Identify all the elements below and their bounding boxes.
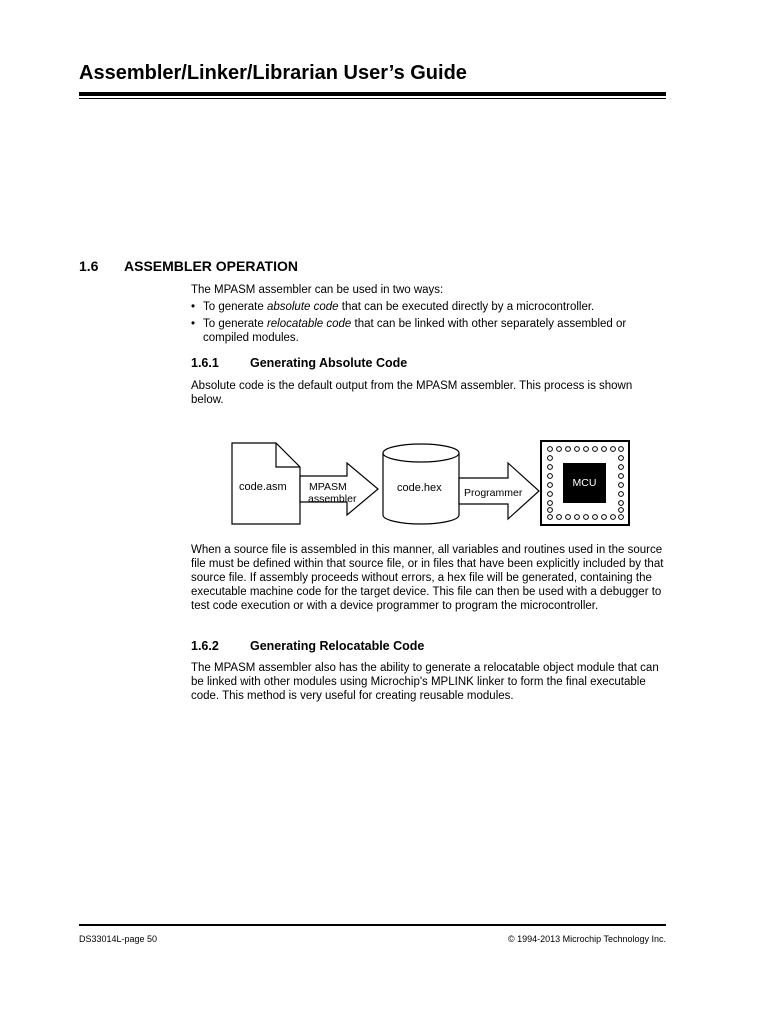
- section-title: ASSEMBLER OPERATION: [124, 258, 298, 274]
- intro-paragraph: The MPASM assembler can be used in two ways:: [191, 284, 444, 296]
- subsection-2-number: 1.6.2: [191, 639, 219, 653]
- bullet-symbol: •: [191, 318, 196, 330]
- bullet-absolute-code: [191, 300, 671, 314]
- subsection-2-title: Generating Relocatable Code: [250, 639, 425, 653]
- assembler-arrow: [300, 463, 378, 515]
- absolute-code-diagram: [220, 436, 640, 531]
- programmer-label: Programmer: [464, 487, 523, 499]
- relocatable-code-paragraph: The MPASM assembler also has the ability to generate a relocatable object module that can be linked with other modules using Microchip's MPLINK linker to form the final executable code. This method is very useful for creating reusable modules.: [191, 662, 659, 702]
- hex-file-label: code.hex: [397, 482, 442, 494]
- bullet-symbol: •: [191, 301, 196, 313]
- mcu-chip: [541, 441, 629, 525]
- bullet-prefix: To generate: [203, 318, 267, 330]
- hex-file-cylinder: [383, 444, 459, 524]
- source-file-document: [232, 443, 300, 524]
- assembler-label-line2: assembler: [308, 493, 357, 505]
- bullet-prefix: To generate: [203, 301, 267, 313]
- header-rule-thick: [79, 92, 666, 96]
- absolute-code-paragraph: Absolute code is the default output from the MPASM assembler. This process is shown below.: [191, 380, 633, 406]
- subsection-1-title: Generating Absolute Code: [250, 356, 408, 370]
- bullet-emphasis: absolute code: [266, 301, 339, 313]
- footer-page-number: DS33014L-page 50: [79, 934, 158, 944]
- bullet-suffix: that can be executed directly by a microcontroller.: [338, 301, 595, 313]
- assembler-label-line1: MPASM: [309, 481, 347, 493]
- footer-rule: [79, 924, 666, 926]
- footer-copyright: © 1994-2013 Microchip Technology Inc.: [507, 934, 666, 944]
- section-number: 1.6: [79, 258, 99, 274]
- bullet-suffix: that can be linked with other separately assembled or compiled modules.: [203, 318, 627, 344]
- bullet-relocatable-code: [191, 317, 671, 345]
- programmer-arrow: [459, 463, 539, 519]
- assembly-description-paragraph: When a source file is assembled in this manner, all variables and routines used in the source file must be defined within that source file, or in files that have been explicitly included by that source file. If assembly proceeds without errors, a hex file will be generated, containing the executable machine code for the target device. This file can then be used with a debugger to test code execution or with a device programmer to program the microcontroller.: [191, 544, 664, 612]
- header-rule-thin: [79, 98, 666, 99]
- page-header-title: Assembler/Linker/Librarian User’s Guide: [79, 62, 467, 84]
- mcu-label: MCU: [572, 477, 597, 489]
- usage-bullet-list: [191, 300, 671, 348]
- subsection-1-number: 1.6.1: [191, 356, 219, 370]
- source-file-label: code.asm: [239, 481, 287, 493]
- bullet-emphasis: relocatable code: [266, 318, 352, 330]
